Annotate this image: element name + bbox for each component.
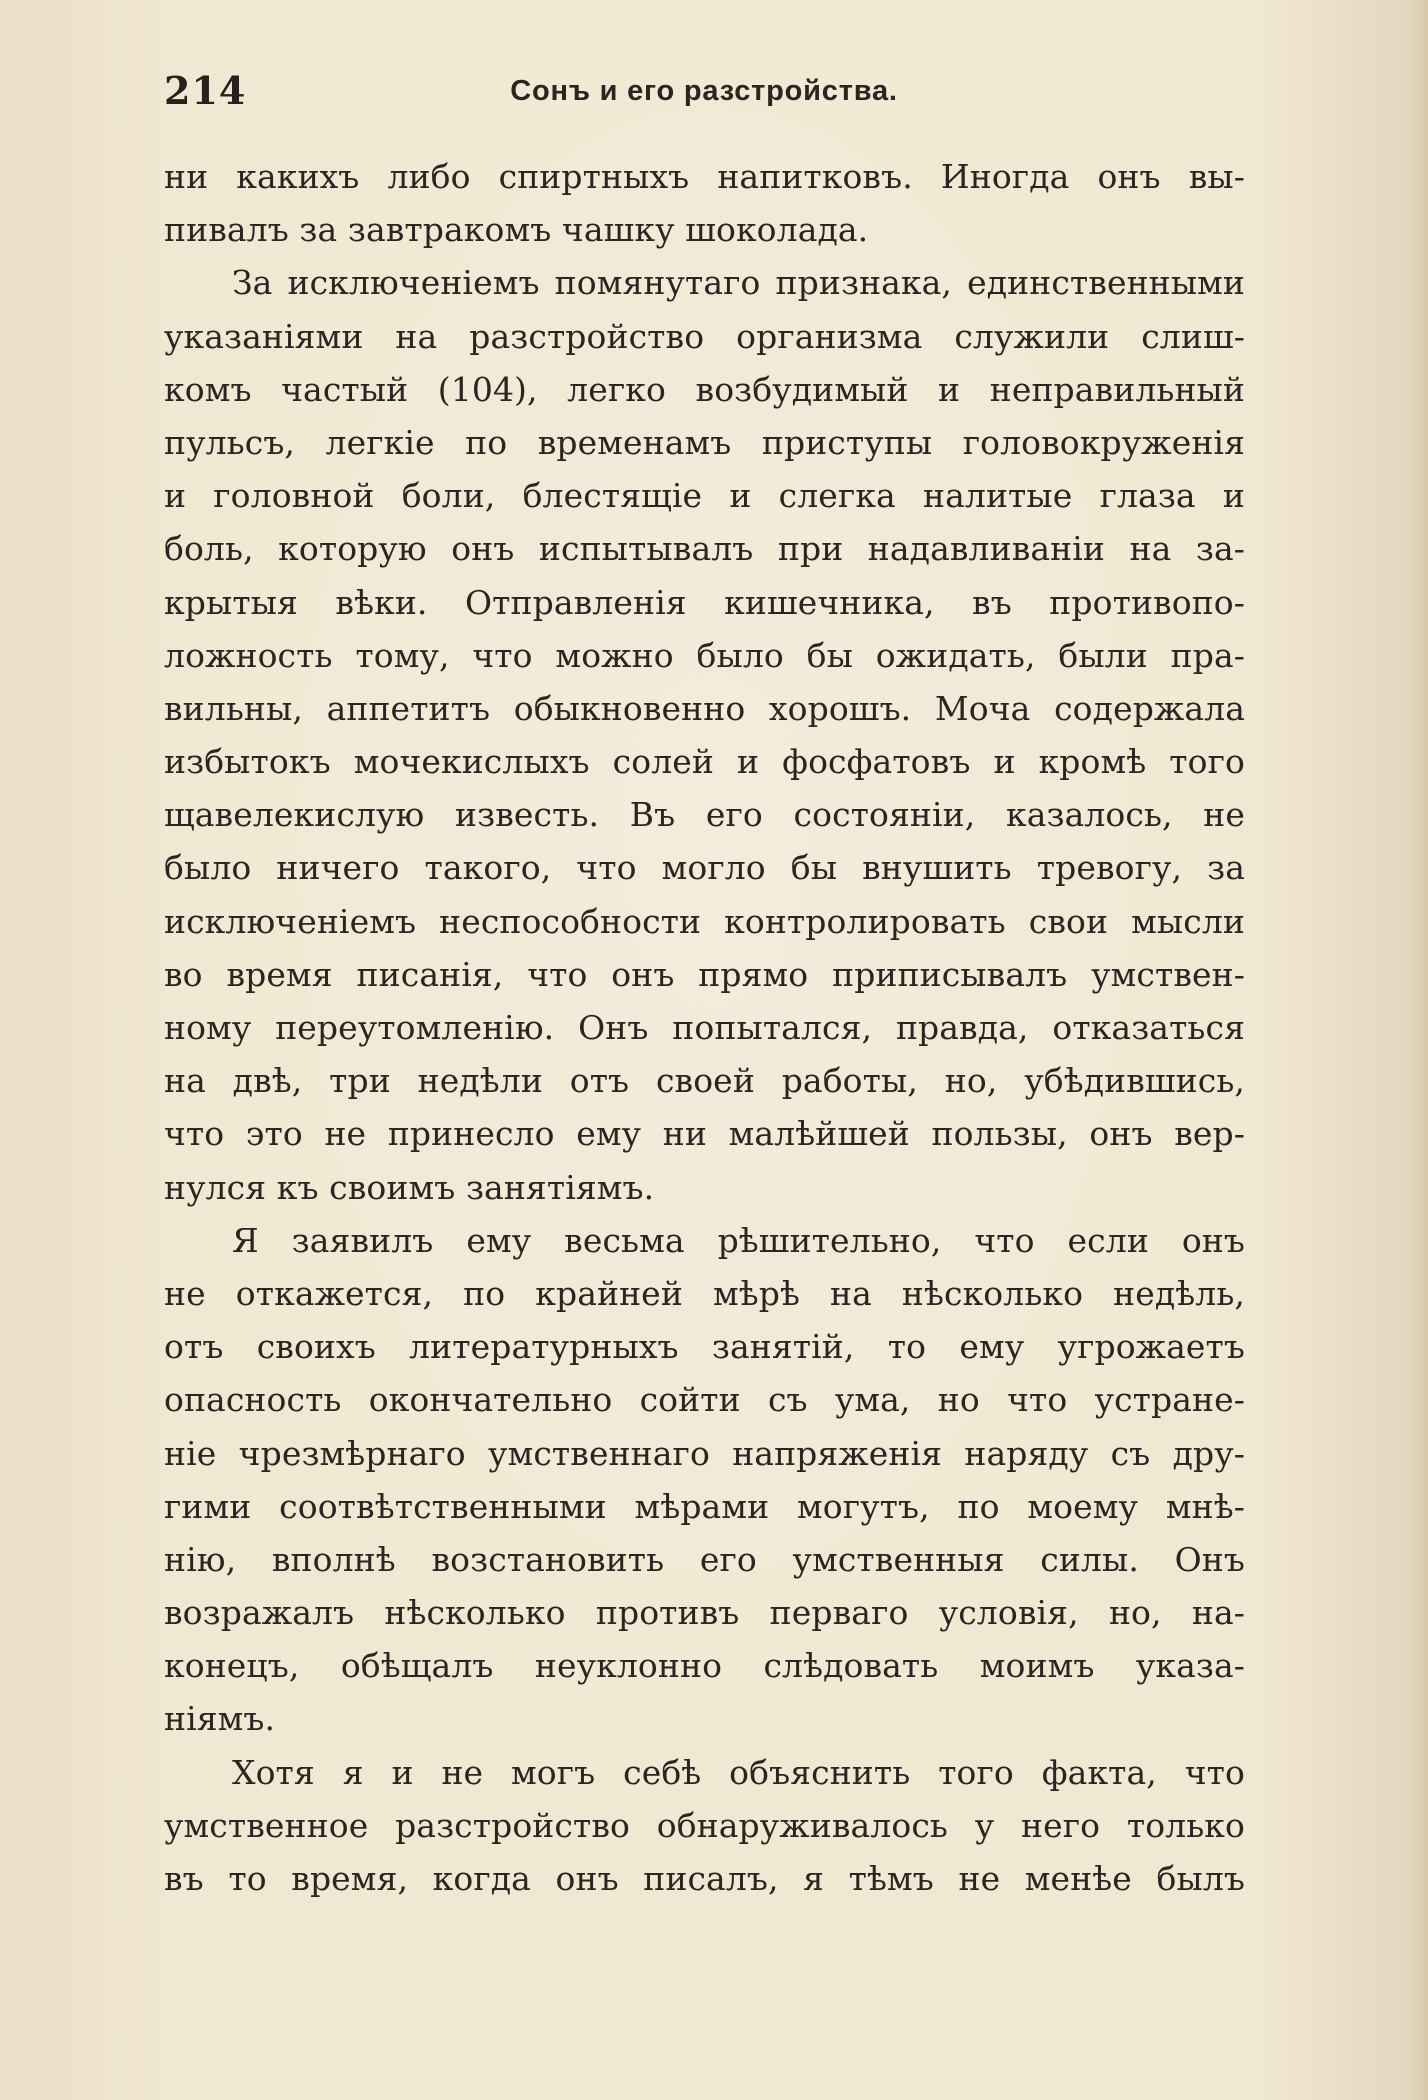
- text-line: и головной боли, блестящіе и слегка налитые глаза и: [164, 476, 1245, 516]
- text-line: указаніями на разстройство организма служили слиш-: [164, 316, 1245, 356]
- text-line: на двѣ, три недѣли отъ своей работы, но, убѣдившись,: [164, 1061, 1245, 1101]
- page-edge: [1410, 0, 1428, 2100]
- running-header: [164, 68, 1244, 116]
- text-line: гими соотвѣтственными мѣрами могутъ, по моему мнѣ-: [164, 1486, 1245, 1526]
- text-line: ному переутомленію. Онъ попытался, правда, отказаться: [164, 1008, 1245, 1047]
- text-line: что это не принесло ему ни малѣйшей пользы, онъ вер-: [164, 1114, 1245, 1154]
- text-line: нулся къ своимъ занятіямъ.: [164, 1167, 655, 1207]
- main-text: [164, 150, 1245, 1905]
- text-line: умственное разстройство обнаруживалось у него только: [164, 1805, 1245, 1845]
- text-line: возражалъ нѣсколько противъ перваго условія, но, на-: [164, 1593, 1245, 1633]
- text-line: крытыя вѣки. Отправленія кишечника, въ противопо-: [164, 582, 1245, 622]
- text-line: Хотя я и не могъ себѣ объяснить того факта, что: [232, 1752, 1245, 1792]
- text-line: было ничего такого, что могло бы внушить тревогу, за: [164, 848, 1245, 888]
- text-line: щавелекислую известь. Въ его состояніи, казалось, не: [164, 795, 1245, 835]
- text-line: отъ своихъ литературныхъ занятій, то ему угрожаетъ: [164, 1327, 1245, 1367]
- text-line: ніе чрезмѣрнаго умственнаго напряженія наряду съ дру-: [164, 1433, 1245, 1473]
- text-line: конецъ, обѣщалъ неуклонно слѣдовать моимъ указа-: [164, 1646, 1245, 1686]
- text-line: нію, вполнѣ возстановить его умственныя силы. Онъ: [164, 1539, 1245, 1579]
- text-line: не откажется, по крайней мѣрѣ на нѣсколько недѣль,: [164, 1273, 1245, 1313]
- text-line: ніямъ.: [164, 1699, 276, 1739]
- running-title: Сонъ и его разстройства.: [510, 75, 898, 107]
- text-line: исключеніемъ неспособности контролировать свои мысли: [164, 901, 1245, 941]
- text-line: избытокъ мочекислыхъ солей и фосфатовъ и кромѣ того: [164, 742, 1245, 782]
- text-line: въ то время, когда онъ писалъ, я тѣмъ не менѣе былъ: [164, 1859, 1245, 1898]
- text-line: пульсъ, легкіе по временамъ приступы головокруженія: [164, 422, 1245, 462]
- text-line: комъ частый (104), легко возбудимый и неправильный: [164, 369, 1245, 409]
- text-line: ни какихъ либо спиртныхъ напитковъ. Иногда онъ вы-: [164, 157, 1245, 196]
- page-number: 214: [164, 68, 247, 113]
- text-line: вильны, аппетитъ обыкновенно хорошъ. Моча содержала: [164, 688, 1245, 728]
- text-line: За исключеніемъ помянутаго признака, единственными: [232, 263, 1245, 303]
- text-line: опасность окончательно сойти съ ума, но что устране-: [164, 1380, 1245, 1420]
- text-line: ложность тому, что можно было бы ожидать, были пра-: [164, 635, 1245, 675]
- text-line: во время писанія, что онъ прямо приписывалъ умствен-: [164, 954, 1245, 994]
- text-line: боль, которую онъ испытывалъ при надавливаніи на за-: [164, 529, 1245, 569]
- text-line: пивалъ за завтракомъ чашку шоколада.: [164, 210, 869, 250]
- text-line: Я заявилъ ему весьма рѣшительно, что если онъ: [232, 1220, 1245, 1260]
